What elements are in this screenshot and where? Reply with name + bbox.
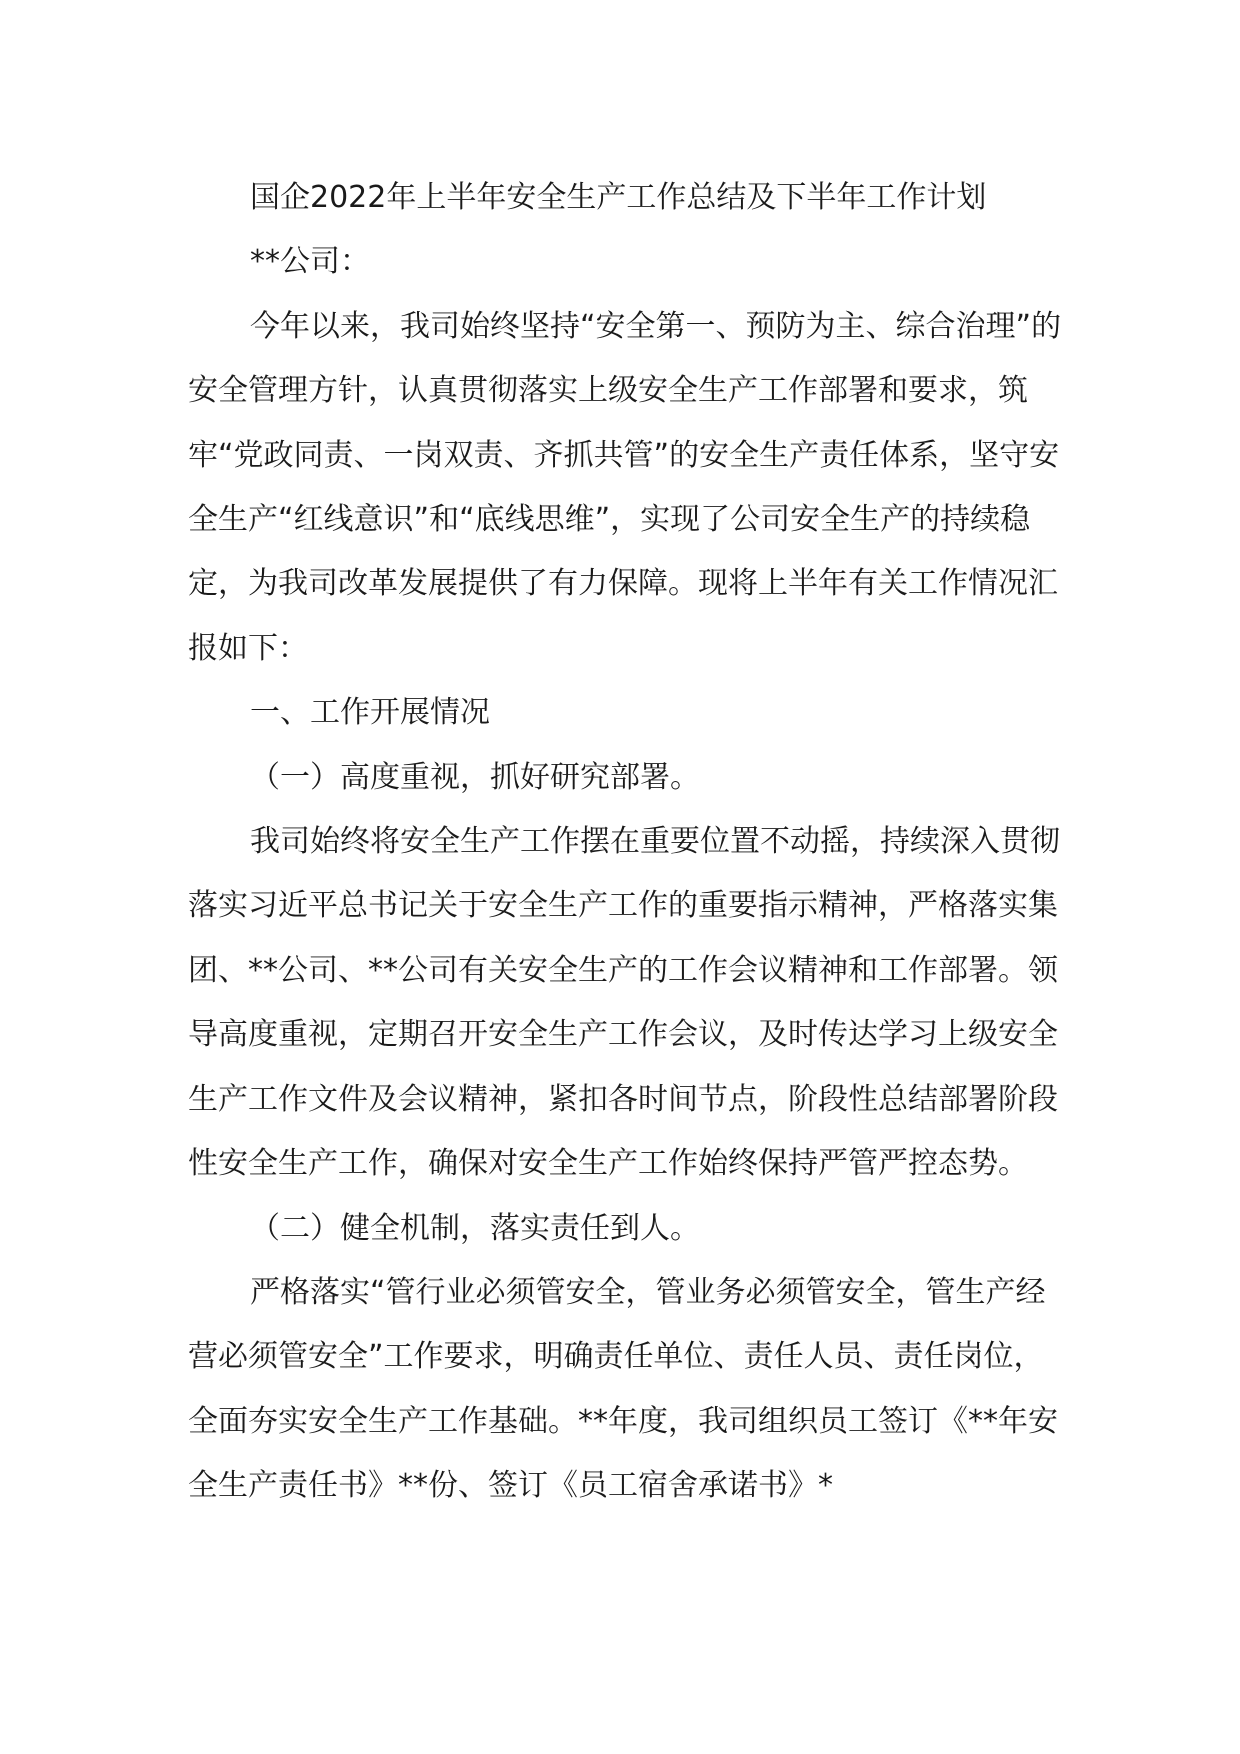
body-paragraph-1: 我司始终将安全生产工作摆在重要位置不动摇，持续深入贯彻落实习近平总书记关于安全生产工作的重要指示精神，严格落实集团、**公司、**公司有关安全生产的工作会议精神和工作部署。领导高度重视，定期召开安全生产工作会议，及时传达学习上级安全生产工作文件及会议精神，紧扣各时间节点，阶段性总结部署阶段性安全生产工作，确保对安全生产工作始终保持严管严控态势。 [188,824,1060,1182]
document-body [188,166,1068,1519]
subsection-heading-2: （二）健全机制，落实责任到人。 [250,1210,700,1246]
document-title: 国企2022年上半年安全生产工作总结及下半年工作计划 [250,180,987,215]
intro-paragraph: 今年以来，我司始终坚持“安全第一、预防为主、综合治理”的安全管理方针，认真贯彻落实上级安全生产工作部署和要求，筑牢“党政同责、一岗双责、齐抓共管”的安全生产责任体系，坚守安全生产“红线意识”和“底线思维”，实现了公司安全生产的持续稳定，为我司改革发展提供了有力保障。现将上半年有关工作情况汇报如下： [188,308,1062,666]
section-heading-1: 一、工作开展情况 [250,695,490,731]
addressee-line: **公司： [250,244,370,280]
body-paragraph-2: 严格落实“管行业必须管安全，管业务必须管安全，管生产经营必须管安全”工作要求，明确责任单位、责任人员、责任岗位，全面夯实安全生产工作基础。**年度，我司组织员工签订《**年安全生产责任书》**份、签订《员工宿舍承诺书》* [188,1274,1058,1504]
subsection-heading-1: （一）高度重视，抓好研究部署。 [250,759,700,795]
